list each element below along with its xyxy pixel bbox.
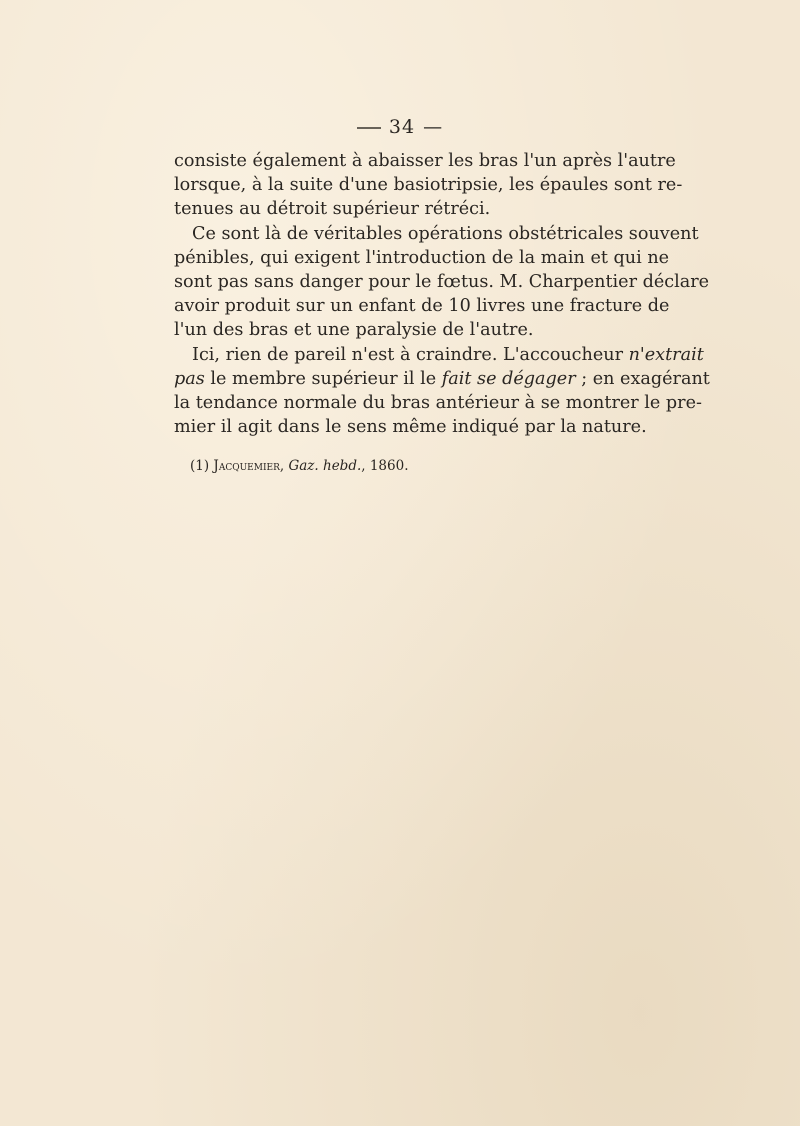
text-line bbox=[174, 343, 704, 367]
text-line: sont pas sans danger pour le fœtus. M. Charpentier déclare bbox=[174, 271, 710, 292]
italic-run: n'extrait bbox=[628, 344, 704, 365]
text-line: Ce sont là de véritables opérations obstétricales souvent bbox=[192, 223, 699, 244]
text-line: tenues au détroit supérieur rétréci. bbox=[174, 199, 491, 220]
text-line: consiste également à abaisser les bras l'un après l'autre bbox=[174, 151, 676, 171]
footnote-year: , 1860. bbox=[361, 458, 409, 474]
text-line: lorsque, à la suite d'une basiotripsie, les épaules sont re- bbox=[174, 175, 683, 196]
page-number: 34 bbox=[388, 116, 416, 138]
header-ornament bbox=[357, 127, 381, 129]
text-line: mier il agit dans le sens même indiqué par la nature. bbox=[174, 417, 647, 438]
page-header bbox=[0, 116, 800, 138]
text-line: l'un des bras et une paralysie de l'autre. bbox=[174, 320, 534, 341]
body-text bbox=[174, 149, 710, 439]
footnote-journal: Gaz. hebd. bbox=[288, 458, 362, 474]
italic-run: pas bbox=[174, 368, 205, 389]
text-line: la tendance normale du bras antérieur à se montrer le pre- bbox=[174, 392, 702, 413]
footnote-marker: (1) bbox=[190, 458, 214, 474]
text-line: pénibles, qui exigent l'introduction de la main et qui ne bbox=[174, 247, 670, 268]
italic-run: fait se dégager bbox=[441, 368, 576, 389]
footnote-separator: , bbox=[279, 458, 289, 474]
text-line: avoir produit sur un enfant de 10 livres une fracture de bbox=[174, 296, 670, 317]
header-dash: — bbox=[423, 116, 444, 138]
text-run: ; en exagérant bbox=[575, 368, 710, 389]
text-run: Ici, rien de pareil n'est à craindre. L'accoucheur bbox=[192, 344, 629, 365]
footnote-author: Jacquemier bbox=[213, 458, 280, 474]
text-line bbox=[174, 367, 710, 391]
footnote bbox=[190, 458, 409, 474]
text-run: le membre supérieur il le bbox=[204, 368, 442, 389]
